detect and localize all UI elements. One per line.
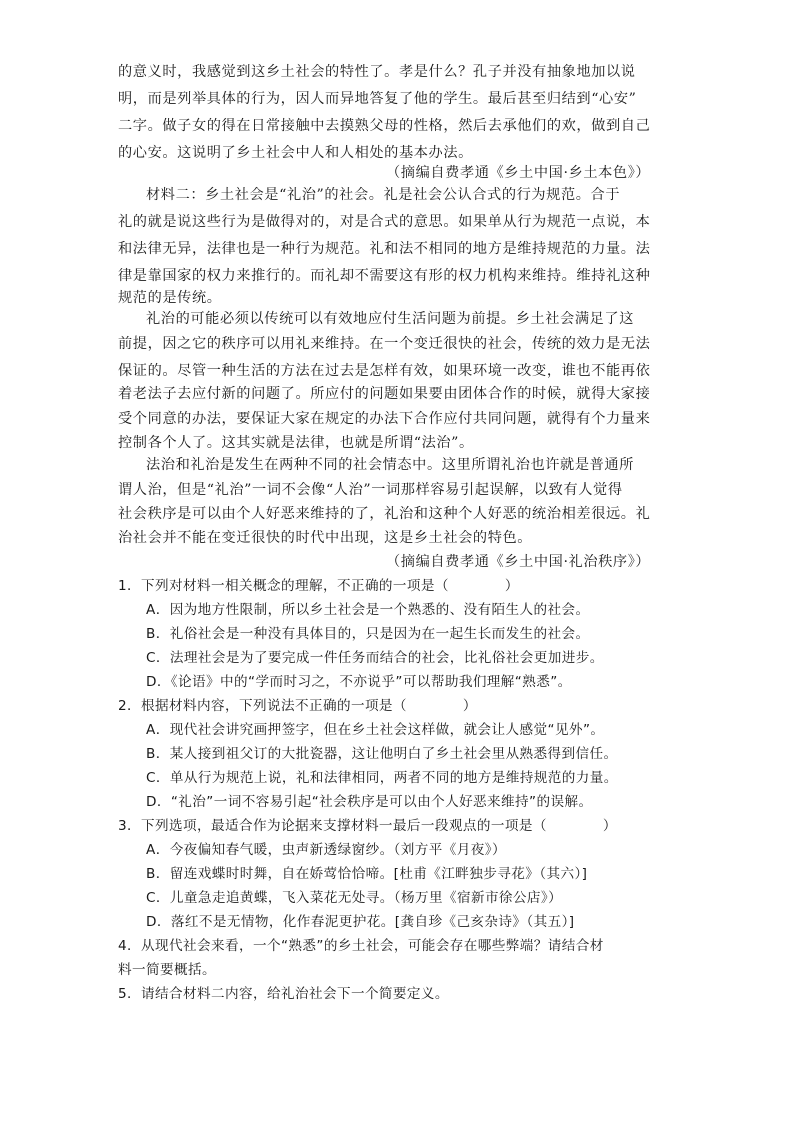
- question-3-option-c: C．儿童急走追黄蝶，飞入菜花无处寻。（杨万里《宿新市徐公店》）: [146, 890, 563, 906]
- question-1-stem: 1．下列对材料一相关概念的理解，不正确的一项是（ ）: [118, 578, 519, 594]
- question-2-option-c: C．单从行为规范上说，礼和法律相同，两者不同的地方是维持规范的力量。: [146, 770, 618, 786]
- material2-p3-line-2: 谓人治，但是“礼治”一词不会像“人治”一词那样容易引起误解，以致有人觉得: [118, 482, 623, 498]
- material2-p2-line-4: 着老法子去应付新的问题了。所应付的问题如果要由团体合作的时候，就得大家接: [118, 386, 651, 402]
- material2-p3-line-3: 社会秩序是可以由个人好恶来维持的了，礼治和这种个人好恶的统治相差很远。礼: [118, 506, 651, 522]
- material2-p3-line-4: 治社会并不能在变迁很快的时代中出现，这是乡土社会的特色。: [118, 530, 533, 546]
- material2-p2-line-5: 受个同意的办法，要保证大家在规定的办法下合作应付共同问题，就得有个力量来: [118, 411, 651, 427]
- question-2-stem: 2．根据材料内容，下列说法不正确的一项是（ ）: [118, 698, 477, 714]
- material2-p1-line-1: 材料二：乡土社会是“礼治”的社会。礼是社会公认合式的行为规范。合于: [146, 187, 621, 203]
- material1-line-4: 的心安。这说明了乡土社会中人和人相处的基本办法。: [118, 145, 473, 161]
- question-3-option-b: B．留连戏蝶时时舞，自在娇莺恰恰啼。[杜甫《江畔独步寻花》（其六）]: [146, 866, 588, 882]
- question-3-option-a: A．今夜偏知春气暖，虫声新透绿窗纱。（刘方平《月夜》）: [146, 842, 506, 858]
- question-1-option-a: A．因为地方性限制，所以乡土社会是一个熟悉的、没有陌生人的社会。: [146, 602, 590, 618]
- question-2-option-a: A．现代社会讲究画押签字，但在乡土社会这样做，就会让人感觉“见外”。: [146, 722, 605, 738]
- question-1-option-d: D．《论语》中的“学而时习之，不亦说乎”可以帮助我们理解“熟悉”。: [146, 674, 572, 690]
- material1-line-3: 二字。做子女的得在日常接触中去摸熟父母的性格，然后去承他们的欢，做到自己: [118, 118, 651, 134]
- question-5: 5．请结合材料二内容，给礼治社会下一个简要定义。: [118, 986, 449, 1002]
- material1-line-1: 的意义时，我感觉到这乡土社会的特性了。孝是什么？孔子并没有抽象地加以说: [118, 64, 636, 80]
- material2-p2-line-1: 礼治的可能必须以传统可以有效地应付生活问题为前提。乡土社会满足了这: [146, 311, 634, 327]
- material1-line-2: 明，而是列举具体的行为，因人而异地答复了他的学生。最后甚至归结到“心安”: [118, 91, 637, 107]
- material2-p2-line-2: 前提，因之它的秩序可以用礼来维持。在一个变迁很快的社会，传统的效力是无法: [118, 336, 651, 352]
- material2-p3-line-1: 法治和礼治是发生在两种不同的社会情态中。这里所谓礼治也许就是普通所: [146, 457, 634, 473]
- question-4-line-2: 料一简要概括。: [118, 962, 216, 978]
- question-3-option-d: D．落红不是无情物，化作春泥更护花。[龚自珍《己亥杂诗》（其五）]: [146, 914, 575, 930]
- material2-p2-line-6: 控制各个人了。这其实就是法律，也就是所谓“法治”。: [118, 435, 474, 451]
- question-2-option-b: B．某人接到祖父订的大批瓷器，这让他明白了乡土社会里从熟悉得到信任。: [146, 746, 618, 762]
- question-3-stem: 3．下列选项，最适合作为论据来支撑材料一最后一段观点的一项是（ ）: [118, 818, 617, 834]
- material2-p1-line-2: 礼的就是说这些行为是做得对的，对是合式的意思。如果单从行为规范一点说，本: [118, 214, 651, 230]
- question-2-option-d: D．“礼治”一词不容易引起“社会秩序是可以由个人好恶来维持”的误解。: [146, 794, 593, 810]
- source-citation-2: （摘编自费孝通《乡土中国·礼治秩序》）: [386, 554, 651, 570]
- material2-p2-line-3: 保证的。尽管一种生活的方法在过去是怎样有效，如果环境一改变，谁也不能再依: [118, 363, 651, 379]
- material2-p1-line-3: 和法律无异，法律也是一种行为规范。礼和法不相同的地方是维持规范的力量。法: [118, 241, 651, 257]
- source-citation-1: （摘编自费孝通《乡土中国·乡土本色》）: [386, 165, 651, 181]
- question-1-option-b: B．礼俗社会是一种没有具体目的，只是因为在一起生长而发生的社会。: [146, 626, 590, 642]
- question-1-option-c: C．法理社会是为了要完成一件任务而结合的社会，比礼俗社会更加进步。: [146, 650, 604, 666]
- question-4-line-1: 4．从现代社会来看，一个“熟悉”的乡土社会，可能会存在哪些弊端？请结合材: [118, 938, 604, 954]
- material2-p1-line-4: 律是靠国家的权力来推行的。而礼却不需要这有形的权力机构来维持。维持礼这种: [118, 268, 651, 284]
- material2-p1-line-5: 规范的是传统。: [118, 290, 222, 306]
